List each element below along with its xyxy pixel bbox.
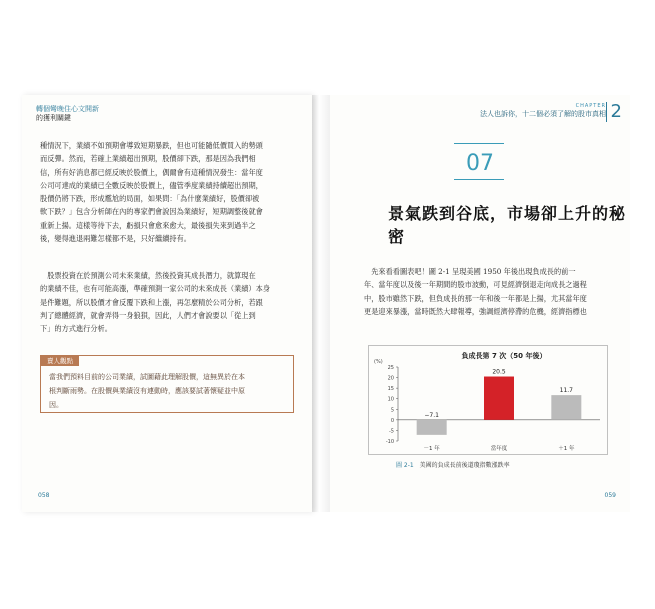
bar-value-label: −7.1 [424, 411, 439, 419]
running-head-left [36, 105, 99, 123]
text-line: 更是迎來暴漲，當時既然大肆報導，強調經濟停滯的危機，經濟指標也 [364, 306, 587, 316]
paragraph-right [364, 265, 614, 318]
text-line: 而反彈。然而，若確上業績超出預期，股價卻下跌，那是因為我們相 [40, 154, 256, 164]
text-line: 當我們預料目前的公司業績，試圖藉此理解股價，這無異於在本 [49, 373, 245, 381]
text-line: 年、當年度以及後一年期間的股市波動，可見經濟倒退走向成長之過程 [364, 280, 587, 290]
section-number: 07 [466, 151, 494, 176]
insight-box [40, 355, 294, 413]
y-tick-label: 0 [390, 417, 394, 424]
bar-chart [368, 345, 608, 455]
right-page [330, 95, 630, 512]
x-tick-label: －1 年 [423, 446, 440, 452]
running-head-line1: 轉個彎晚住心文開新 [36, 105, 99, 113]
text-line: 是件難題，所以股價才會反覆下跌和上漲，再怎麼精於公司分析，若跟 [40, 297, 263, 307]
text-line: 重新上揚。這樣等待下去，虧損只會愈來愈大，最後損失來到過半之 [40, 220, 256, 230]
section-rule-bottom [454, 179, 504, 180]
paragraph-2 [40, 269, 292, 335]
insight-box-label: 賣人觀點 [41, 355, 79, 366]
y-tick-label: 15 [387, 386, 394, 393]
bar [551, 395, 581, 420]
page-number-left: 058 [38, 492, 50, 499]
y-tick-label: 25 [387, 365, 394, 371]
text-line: 股票投資在於預測公司未來業績，然後投資其成長潛力，就算現在 [40, 271, 256, 280]
text-line: 股價仍將下跌，形成尷尬的局面，如果問：「為什麼業績好，股價卻被 [40, 194, 260, 204]
chapter-number: 2 [606, 102, 622, 122]
bar [417, 420, 447, 435]
figure-number: 圖 2-1 [396, 462, 414, 469]
figure-caption [396, 460, 510, 469]
chart-title: 負成長第 7 次（50 年後） [461, 352, 547, 360]
bar [484, 377, 514, 420]
section-headline: 景氣跌到谷底，市場卻上升的秘密 [388, 204, 627, 246]
bar-value-label: 11.7 [559, 387, 574, 395]
y-tick-label: 20 [387, 375, 394, 382]
text-line: 公司可達成的業績已全數反映於股價上，儘管季度業績持續超出預期， [40, 180, 263, 190]
running-head-right [480, 101, 622, 122]
chapter-word: CHAPTER [575, 103, 606, 109]
x-tick-label: ＋1 年 [558, 446, 575, 452]
text-line: 判了總體經濟，就會弄得一身狼狽，因此，人們才會說要以「從上到 [40, 310, 256, 320]
insight-box-text [49, 370, 285, 412]
text-line: 根判斷雨勢。在股價與業績沒有連動時，應該要試著懷疑並中原 [49, 387, 245, 395]
text-line: 後，變得進退兩難怎樣都不是，只好繼續持有。 [40, 234, 191, 244]
section-rule-top [454, 143, 504, 144]
text-line: 先來看看圖表吧！圖 2-1 呈現美國 1950 年後出現負成長的前一 [364, 267, 576, 276]
text-line: 信，所有好消息都已經反映於股價上，偶爾會有這種情況發生：當年度 [40, 167, 263, 177]
left-page [22, 95, 312, 512]
bar-value-label: 20.5 [492, 368, 506, 376]
page-number-right: 059 [604, 492, 616, 499]
figure-caption-text: 美國的負成長前後道瓊指數漲跌率 [419, 462, 510, 469]
y-tick-label: 5 [390, 407, 394, 414]
book-gutter [312, 95, 330, 512]
chapter-subtitle: 法人也訴你，十二個必須了解的股市真相 [480, 110, 606, 118]
text-line: 因。 [49, 401, 63, 409]
text-line: 中，股市雖然下跌，但負成長的那一年和後一年都是上揚，尤其當年度 [364, 293, 587, 303]
text-line: 軟下跌？」包含分析師在內的專家們會說因為業績好，短期調整後就會 [40, 207, 263, 217]
text-line: 的業績不佳，也有可能高漲，準確預測一家公司的未來成長（業績）本身 [40, 284, 271, 294]
running-head-line2: 的獲利關鍵 [36, 114, 71, 122]
text-line: 種情況下，業績不如預期會導致短期暴跌，但也可能隨低價買入的勢頭 [40, 141, 263, 150]
x-tick-label: 當年度 [490, 446, 508, 452]
text-line: 下」的方式進行分析。 [40, 324, 112, 334]
y-tick-label: 10 [387, 396, 394, 403]
y-axis-label: (%) [374, 359, 383, 365]
y-tick-label: -10 [385, 439, 394, 445]
y-tick-label: -5 [389, 428, 394, 435]
paragraph-1 [40, 139, 292, 245]
